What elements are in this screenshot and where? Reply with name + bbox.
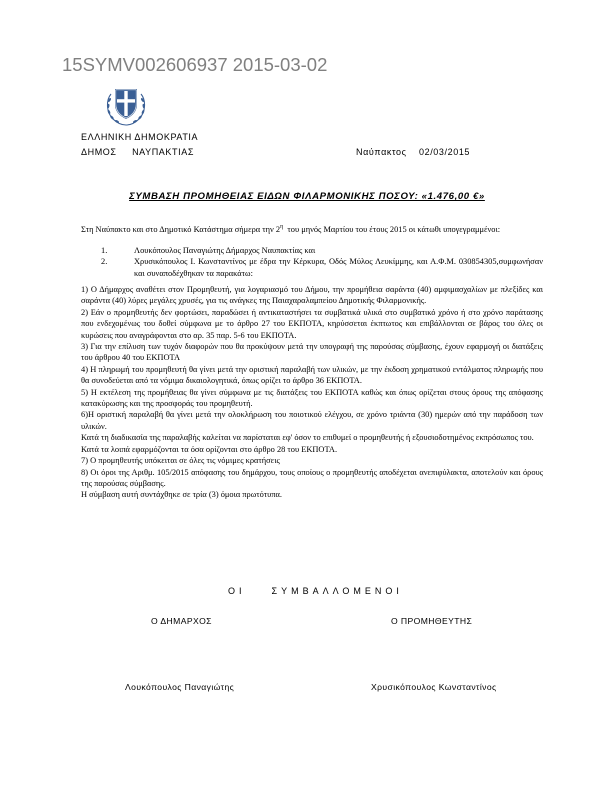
clause-paragraph: 7) Ο προμηθευτής υπόκειται σε όλες τις νόμιμες κρατήσεις bbox=[81, 456, 280, 466]
parties-list bbox=[81, 245, 543, 279]
clause-paragraph: 2) Εάν ο προμηθευτής δεν φορτώσει, παραδώσει ή αντικαταστήσει τα συμβατικά υλικά στο συμβατικό χρόνο ή στο χρόνο παράτασης που ενδεχομένως του δοθεί σύμφωνα με το άρθρο 27 του ΕΚΠΟΤΑ, κηρύσσεται έκπτωτος και επιβάλλονται σε βάρος του όλες οι κυρώσεις που αναγράφονται στο αρ. 35 παρ. 5-6 του ΕΚΠΟΤΑ. bbox=[81, 307, 543, 340]
clause-paragraph: Κατά τα λοιπά εφαρμόζονται τα όσα ορίζονται στο άρθρο 28 του ΕΚΠΟΤΑ. bbox=[81, 444, 338, 454]
header-republic: ΕΛΛΗΝΙΚΗ ΔΗΜΟΚΡΑΤΙΑ bbox=[81, 132, 199, 142]
contract-title: ΣΥΜΒΑΣΗ ΠΡΟΜΗΘΕΙΑΣ ΕΙΔΩΝ ΦΙΛΑΡΜΟΝΙΚΗΣ ΠΟΣΟΥ: «1.476,00 €» bbox=[129, 191, 485, 202]
party-number: 1. bbox=[101, 246, 108, 255]
ada-identifier: 15SYMV002606937 2015-03-02 bbox=[62, 54, 328, 75]
clause-paragraph: 5) Η εκτέλεση της προμήθειας θα γίνει σύμφωνα με τις διατάξεις του ΕΚΠΟΤΑ καθώς και όπως ορίζεται στους όρους της απόφασης κατακύρωσης και της προσφοράς του προμηθευτή. bbox=[81, 387, 543, 409]
intro-superscript: η bbox=[280, 224, 284, 230]
signature-name-mayor: Λουκόπουλος Παναγιώτης bbox=[125, 682, 235, 692]
contracting-parties-heading: ΟΙ ΣΥΜΒΑΛΛΟΜΕΝΟΙ bbox=[228, 586, 403, 596]
contract-clauses bbox=[81, 284, 543, 501]
clause-paragraph: 3) Για την επίλυση των τυχόν διαφορών που θα προκύψουν μετά την υπογραφή της παρούσας σύμβασης, έχουν εφαρμογή οι διατάξεις του άρθρου 40 του ΕΚΠΟΤΑ bbox=[81, 342, 543, 363]
intro-paragraph bbox=[81, 222, 543, 235]
greek-coat-of-arms-emblem bbox=[104, 80, 148, 126]
clause-paragraph: 4) Η πληρωμή του προμηθευτή θα γίνει μετά την οριστική παραλαβή των υλικών, με την έκδοση χρηματικού εντάλματος πληρωμής που θα συνοδεύεται από τα νόμιμα δικαιολογητικά, όπως ορίζει το άρθρο 36 ΕΚΠΟΤΑ. bbox=[81, 364, 543, 386]
header-municipality: ΔΗΜΟΣ ΝΑΥΠΑΚΤΙΑΣ bbox=[81, 147, 194, 157]
signature-role-mayor: Ο ΔΗΜΑΡΧΟΣ bbox=[151, 616, 212, 626]
intro-text-start: Στη Ναύπακτο και στο Δημοτικό Κατάστημα σήμερα την 2 bbox=[81, 224, 281, 234]
party-item bbox=[81, 256, 543, 279]
party-item bbox=[81, 245, 543, 256]
header-place-date: Ναύπακτος 02/03/2015 bbox=[356, 147, 471, 157]
party-text: Λουκόπουλος Παναγιώτης Δήμαρχος Ναυπακτίας και bbox=[134, 246, 316, 255]
party-text: Χρυσικόπουλος Ι. Κωνσταντίνος με έδρα την Κέρκυρα, Οδός Μύλος Λευκίμμης, και Α.Φ.Μ. 030854305,συμφωνήσαν και συναποδέχθηκαν τα παρακάτω: bbox=[134, 257, 543, 278]
signature-role-supplier: Ο ΠΡΟΜΗΘΕΥΤΗΣ bbox=[391, 616, 473, 626]
clause-paragraph: 1) Ο Δήμαρχος αναθέτει στον Προμηθευτή, για λογαριασμό του Δήμου, την προμήθεια σαράντα (40) αμφιμασχαλίων με πλεξίδες και σαράντα (40) λύρες μεγάλες χρυσές, για τις ανάγκες της Παιαχαραλαμπείου Δημοτικής Φιλαρμονικής. bbox=[81, 285, 543, 306]
party-number: 2. bbox=[101, 257, 108, 267]
intro-text-end: του μηνός Μαρτίου του έτους 2015 οι κάτωθι υπογεγραμμένοι: bbox=[283, 224, 501, 234]
clause-paragraph: 8) Οι όροι της Αριθμ. 105/2015 απόφασης του δημάρχου, τους οποίους ο προμηθευτής αποδέχεται ανεπιφύλακτα, αποτελούν και όρους της παρούσας σύμβασης. bbox=[81, 467, 543, 488]
clause-paragraph: 6)Η οριστική παραλαβή θα γίνει μετά την ολοκλήρωση του ποιοτικού ελέγχου, σε χρόνο τριάντα (30) ημερών από την παράδοση των υλικών. bbox=[81, 410, 543, 431]
clause-paragraph: Κατά τη διαδικασία της παραλαβής καλείται να παρίσταται εφ' όσον το επιθυμεί ο προμηθευτής ή εξουσιοδοτημένος εκπρόσωπος του. bbox=[81, 433, 534, 443]
signature-name-supplier: Χρυσικόπουλος Κωνσταντίνος bbox=[371, 682, 497, 692]
clause-paragraph: Η σύμβαση αυτή συντάχθηκε σε τρία (3) όμοια πρωτότυπα. bbox=[81, 490, 283, 500]
